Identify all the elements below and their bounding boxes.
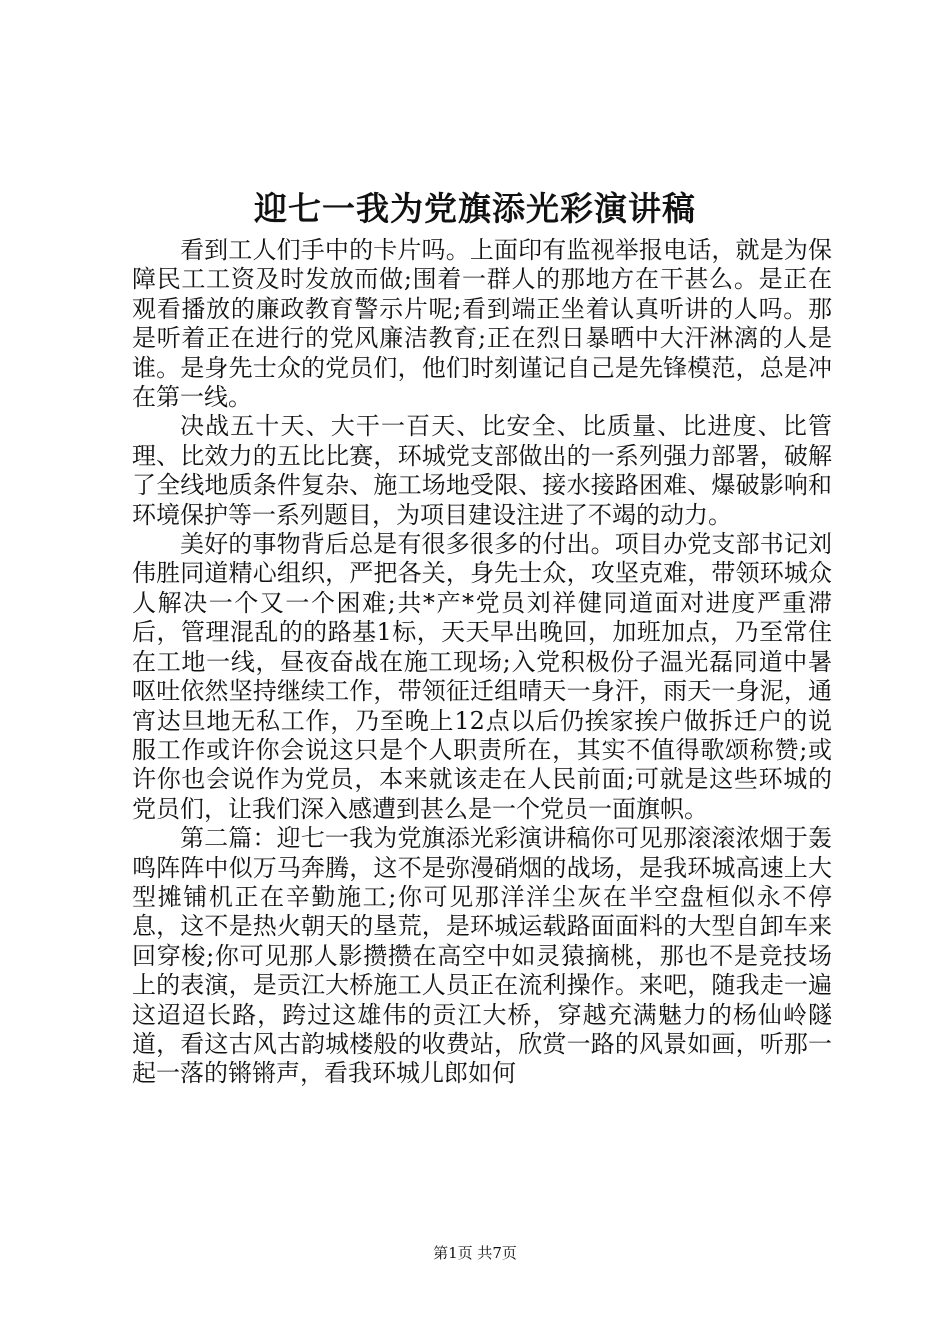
paragraph: 第二篇：迎七一我为党旗添光彩演讲稿你可见那滚滚浓烟于轰鸣阵阵中似万马奔腾，这不是弥漫硝烟的战场，是我环城高速上大型摊铺机正在辛勤施工;你可见那洋洋尘灰在半空盘桓似永不停息，这不是热火朝天的垦荒，是环城运载路面面料的大型自卸车来回穿梭;你可见那人影攒攒在高空中如灵猿摘桃，那也不是竞技场上的表演，是贡江大桥施工人员正在流利操作。来吧，随我走一遍这迢迢长路，跨过这雄伟的贡江大桥，穿越充满魅力的杨仙岭隧道，看这古风古韵城楼般的收费站，欣赏一路的风景如画，听那一起一落的锵锵声，看我环城儿郎如何 [132, 824, 832, 1088]
document-title: 迎七一我为党旗添光彩演讲稿 [254, 189, 696, 228]
paragraph: 看到工人们手中的卡片吗。上面印有监视举报电话，就是为保障民工工资及时发放而做;围着一群人的那地方在干甚么。是正在观看播放的廉政教育警示片呢;看到端正坐着认真听讲的人吗。那是听着正在进行的党风廉洁教育;正在烈日暴晒中大汗淋漓的人是谁。是身先士众的党员们，他们时刻谨记自己是先锋模范，总是冲在第一线。 [132, 236, 832, 412]
paragraph: 美好的事物背后总是有很多很多的付出。项目办党支部书记刘伟胜同道精心组织，严把各关，身先士众，攻坚克难，带领环城众人解决一个又一个困难;共*产*党员刘祥健同道面对进度严重滞后，管理混乱的的路基1标，天天早出晚回，加班加点，乃至常住在工地一线，昼夜奋战在施工现场;入党积极份子温光磊同道中暑呕吐依然坚持继续工作，带领征迁组晴天一身汗，雨天一身泥，通宵达旦地无私工作，乃至晚上12点以后仍挨家挨户做拆迁户的说服工作或许你会说这只是个人职责所在，其实不值得歌颂称赞;或许你也会说作为党员，本来就该走在人民前面;可就是这些环城的党员们，让我们深入感遭到甚么是一个党员一面旗帜。 [132, 530, 832, 823]
paragraph: 决战五十天、大干一百天、比安全、比质量、比进度、比管理、比效力的五比比赛，环城党支部做出的一系列强力部署，破解了全线地质条件复杂、施工场地受限、接水接路困难、爆破影响和环境保护等一系列题目，为项目建设注进了不竭的动力。 [132, 412, 832, 529]
document-body [132, 236, 832, 1089]
page-footer: 第1页 共7页 [433, 1244, 517, 1262]
